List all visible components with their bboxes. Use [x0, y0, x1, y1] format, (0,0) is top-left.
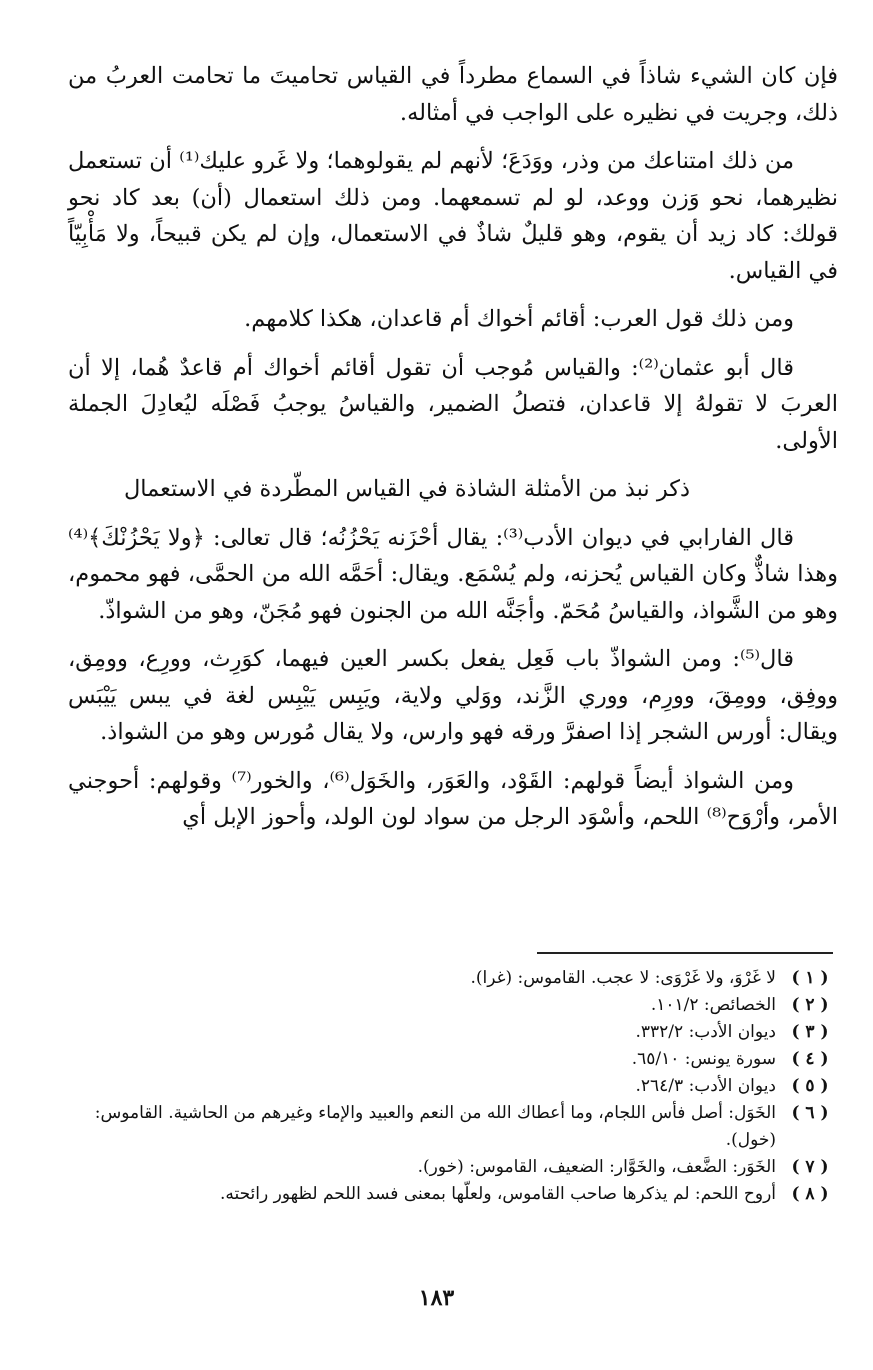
paragraph-7: قال⁽⁵⁾: ومن الشواذّ باب فَعِل يفعل بكسر العين فيهما، كوَرِث، وورِع، وومِق، ووفِق، وومِقَ، وورِم، ووري الزَّند، ووَلي ولاية، ويَبِس يَيْبِس لغة في يبس يَيْبَس ويقال: أورس الشجر إذا اصفرَّ ورقه فهو وارس، ولا يقال مُورس وهو من الشواذ.	[68, 646, 838, 745]
footnote-8	[68, 1181, 838, 1208]
footnote-7	[68, 1154, 838, 1181]
footnote-marker: ( ٦ )	[791, 1103, 829, 1123]
paragraph-3: ومن ذلك قول العرب: أقائم أخواك أم قاعدان، هكذا كلامهم.	[244, 306, 794, 332]
footnotes-list	[68, 965, 838, 1208]
footnote-text: لا غَرْوَ، ولا غَرْوَى: لا عجب. القاموس: (غرا).	[470, 968, 776, 988]
footnote-marker: ( ٨ )	[791, 1184, 829, 1204]
footnote-3	[68, 1019, 838, 1046]
footnote-5	[68, 1073, 838, 1100]
paragraph-4: قال أبو عثمان⁽²⁾: والقياس مُوجب أن تقول أقائم أخواك أم قاعدٌ هُما، إلا أن العربَ لا تقولهُ إلا قاعدان، فتصلُ الضمير، والقياسُ يوجبُ فَصْلَه ليُعادِلَ الجملة الأولى.	[68, 354, 838, 454]
page-number: ١٨٣	[418, 1285, 455, 1311]
footnote-text: ديوان الأدب: ٢٦٤/٣.	[635, 1076, 776, 1096]
footnote-4	[68, 1046, 838, 1073]
footnote-text: الخَوَر: الضَّعف، والخَوَّار: الضعيف، القاموس: (خور).	[417, 1157, 776, 1177]
footnote-marker: ( ٧ )	[791, 1157, 829, 1177]
footnote-separator	[537, 952, 833, 954]
footnote-text: سورة يونس: ٦٥/١٠.	[631, 1049, 776, 1069]
paragraph-2: من ذلك امتناعك من وذر، ووَدَعَ؛ لأنهم لم يقولوهما؛ ولا غَرو عليك⁽¹⁾ أن تستعمل نظيرهما، نحو وَزن ووعد، لو لم تسمعهما. ومن ذلك استعمال (أن) بعد كاد نحو قولك: كاد زيد أن يقوم، وهو قليلٌ شاذٌ في الاستعمال، وإن لم يكن قبيحاً، ولا مَأْبِيّاً في القياس.	[68, 148, 838, 284]
footnote-marker: ( ٢ )	[791, 995, 829, 1015]
section-heading: ذكر نبذ من الأمثلة الشاذة في القياس المطّردة في الاستعمال	[123, 476, 690, 502]
footnote-text: الخَوَل: أصل فأس اللجام، وما أعطاك الله من النعم والعبيد والإماء وغيرهم من الحاشية. القاموس: (خول).	[94, 1103, 776, 1150]
footnote-text: أروح اللحم: لم يذكرها صاحب القاموس، ولعلّها بمعنى فسد اللحم لظهور رائحته.	[219, 1184, 776, 1204]
main-text	[68, 58, 838, 848]
footnote-marker: ( ٥ )	[791, 1076, 829, 1096]
footnote-2	[68, 992, 838, 1019]
footnote-6	[68, 1100, 838, 1154]
paragraph-8: ومن الشواذ أيضاً قولهم: القَوْد، والعَوَر، والخَوَل⁽⁶⁾، والخور⁽⁷⁾ وقولهم: أحوجني الأمر، وأرْوَح⁽⁸⁾ اللحم، وأسْوَد الرجل من سواد لون الولد، وأحوز الإبل أي	[68, 767, 838, 830]
footnote-text: الخصائص: ١٠١/٢.	[650, 995, 776, 1015]
footnote-marker: ( ٤ )	[791, 1049, 829, 1069]
footnote-text: ديوان الأدب: ٣٣٢/٢.	[635, 1022, 776, 1042]
footnote-1	[68, 965, 838, 992]
paragraph-6: قال الفارابي في ديوان الأدب⁽³⁾: يقال أحْزَنه يَحْزُنُه؛ قال تعالى: ﴿ولا يَحْزُنْكَ﴾⁽⁴⁾ وهذا شاذٌّ وكان القياس يُحزنه، ولم يُسْمَع. ويقال: أحَمَّه الله من الحمَّى، فهو محموم، وهو من الشَّواذ، والقياسُ مُحَمّ. وأجَنَّه الله من الجنون فهو مُجَنّ، وهو من الشواذّ.	[68, 524, 838, 624]
footnote-marker: ( ١ )	[791, 968, 829, 988]
paragraph-1: فإن كان الشيء شاذاً في السماع مطرداً في القياس تحاميتَ ما تحامت العربُ من ذلك، وجريت في نظيره على الواجب في أمثاله.	[68, 63, 838, 126]
footnote-marker: ( ٣ )	[791, 1022, 829, 1042]
